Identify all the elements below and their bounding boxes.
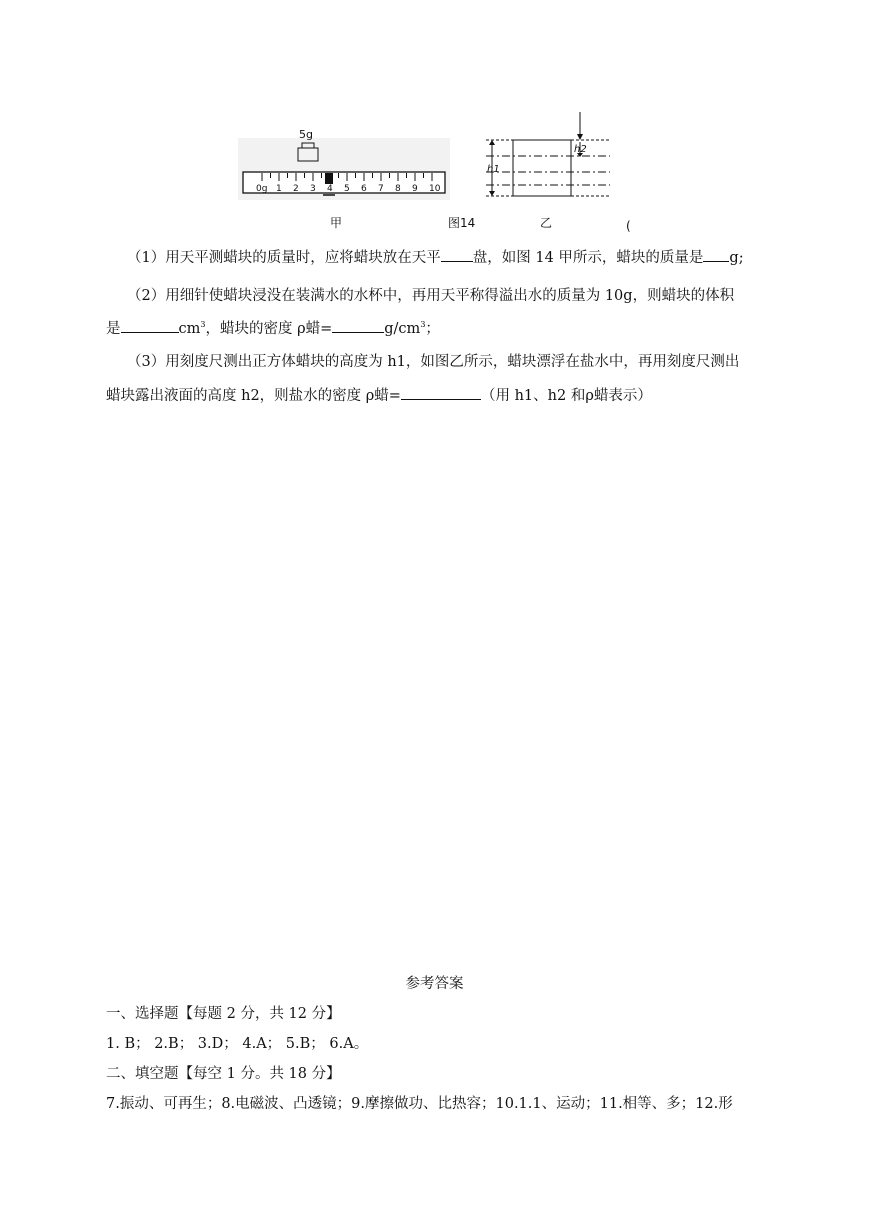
wax-block-drawing	[478, 110, 618, 210]
h1-arrow-top	[489, 140, 495, 145]
q3-blank-density[interactable]	[401, 385, 481, 400]
q2-unit-gcm: g/cm	[384, 321, 421, 337]
q2-blank-density[interactable]	[332, 318, 384, 333]
scale-tick-label: 5	[344, 184, 350, 194]
rider-slider	[325, 173, 333, 184]
h1-label: h1	[487, 164, 500, 175]
question-3-line-1: （3）用刻度尺测出正方体蜡块的高度为 h1，如图乙所示，蜡块漂浮在盐水中，再用刻度尺测出	[127, 354, 740, 370]
q2-sup-2: 3	[420, 320, 426, 329]
scale-tick-label: 9	[412, 184, 418, 194]
figure-wax-block	[478, 110, 618, 210]
q2-sup-1: 3	[200, 320, 206, 329]
question-1	[127, 247, 744, 268]
q2-text-a: 是	[106, 321, 121, 337]
scale-tick-label: 10	[429, 184, 441, 194]
q1-blank-mass[interactable]	[703, 247, 729, 262]
q2-text-c: ，蜡块的密度 ρ蜡=	[205, 321, 333, 337]
weight-label: 5g	[299, 128, 313, 141]
answers-title: 参考答案	[405, 976, 464, 992]
stray-paren: (	[626, 219, 631, 233]
figure-label-yi: 乙	[540, 216, 553, 230]
scale-tick-label: 2	[293, 184, 299, 194]
q1-text-c: g;	[729, 250, 744, 266]
q2-blank-volume[interactable]	[121, 318, 179, 333]
wax-block	[513, 140, 571, 196]
q1-blank-pan[interactable]	[441, 247, 473, 262]
question-3-line-2	[106, 385, 652, 406]
h2-arrow-head	[577, 134, 583, 140]
answers-section-1-list: 1. B； 2.B； 3.D； 4.A； 5.B； 6.A。	[106, 1036, 369, 1052]
scale-tick-label: 4	[327, 184, 333, 194]
q2-text-e: ；	[425, 321, 440, 337]
answers-section-2-list: 7.振动、可再生；8.电磁波、凸透镜；9.摩擦做功、比热容；10.1.1、运动；11.相等、多；12.形	[106, 1096, 733, 1112]
balance-scale-drawing	[238, 126, 450, 200]
q2-unit-cm: cm	[178, 321, 201, 337]
question-2-line-1: （2）用细针使蜡块浸没在装满水的水杯中，再用天平称得溢出水的质量为 10g，则蜡块的体积	[127, 288, 735, 304]
q3-text-b: （用 h1、h2 和ρ蜡表示）	[480, 388, 652, 404]
answers-section-1: 一、选择题【每题 2 分，共 12 分】	[106, 1006, 341, 1022]
q3-text-a: 蜡块露出液面的高度 h2，则盐水的密度 ρ蜡=	[106, 388, 401, 404]
scale-tick-label: 8	[395, 184, 401, 194]
figure-label-jia: 甲	[330, 216, 343, 230]
answers-section-2: 二、填空题【每空 1 分。共 18 分】	[106, 1066, 341, 1082]
q1-text-b: 盘，如图 14 甲所示，蜡块的质量是	[472, 250, 704, 266]
figure-caption: 图14	[448, 216, 476, 230]
question-2-line-2	[106, 318, 440, 339]
scale-tick-label: 0g	[256, 184, 268, 194]
scale-tick-label: 7	[378, 184, 384, 194]
scale-tick-label: 3	[310, 184, 316, 194]
h1-arrow-bottom	[489, 191, 495, 196]
scale-tick-label: 6	[361, 184, 367, 194]
q1-text-a: （1）用天平测蜡块的质量时，应将蜡块放在天平	[127, 250, 441, 266]
scale-tick-label: 1	[276, 184, 282, 194]
figure-balance-scale	[238, 126, 450, 200]
h2-label: h2	[574, 144, 587, 155]
